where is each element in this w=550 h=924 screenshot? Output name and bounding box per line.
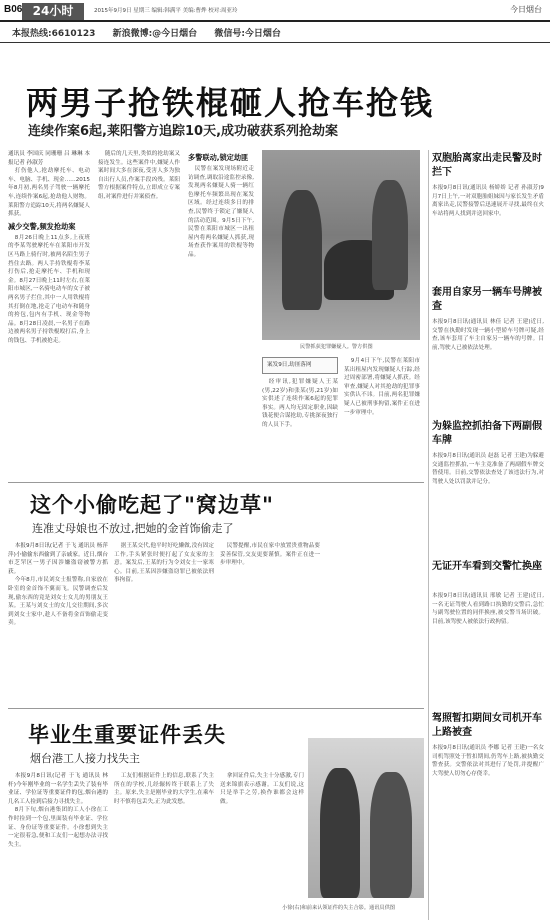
page-header-bar (0, 0, 550, 22)
story1-column-2 (98, 150, 180, 480)
sidebar-title-4: 无证开车看到交警忙换座 (432, 561, 542, 572)
story1-headline: 两男子抢铁棍砸人抢车抢钱 (26, 84, 435, 122)
wechat: 微信号:今日烟台 (214, 29, 281, 39)
figure-shape (372, 180, 408, 290)
story2-column-3 (220, 542, 320, 702)
story1-text-4: 经审讯,犯罪嫌疑人王某(男,22岁)和张某(男,21岁)如实供述了连续作案6起的犯罪事实。两人均无固定职业,因缺钱花便合谋抢劫,专挑深夜独行的人员下手。 (262, 379, 338, 428)
figure-shape (282, 190, 322, 310)
story3-byline: 本报9月8日讯(记者 于飞 通讯员 林杆)今年刚毕业的一名学生丢失了装有毕业证、学位证等重要证件的包,烟台港的几名工人捡到后接力寻找失主。 (8, 773, 108, 805)
newspaper-name: 今日烟台 (510, 5, 542, 14)
sidebar-text-2: 本报9月8日讯(通讯员 林佳 记者 王建)近日,交警在执勤时发现一辆小型轿车号牌可疑,经查,该车套用了车主自家另一辆车的号牌。目前,驾驶人已被依法处理。 (432, 319, 544, 351)
sidebar-text-3: 本报9月8日讯(通讯员 赵磊 记者 王建)为躲避交通监控抓拍,一车主竟准备了两副假车牌交替使用。日前,交警依法查处了该违法行为,对驾驶人处以罚款并记分。 (432, 453, 544, 485)
story3-column-2 (114, 772, 214, 920)
sidebar-text-1: 本报9月8日讯(通讯员 杨娇娇 记者 孙淑芳)9月7日上午,一对双胞胎姐妹因与家长发生矛盾离家出走,民警接警后迅速展开寻找,最终在火车站将两人找到并送回家中。 (432, 185, 544, 217)
sidebar-text-4: 本报9月8日讯(通讯员 邢敏 记者 王建)近日,一名无证驾驶人看到路口执勤的交警后,急忙与副驾驶位置的同伴换座,被交警当场识破。目前,该驾驶人被依法行政拘留。 (432, 593, 544, 625)
story1-column-3 (188, 150, 254, 480)
story1-column-4 (262, 378, 338, 478)
story3-column-3 (220, 772, 304, 920)
story2-byline: 本报9月8日讯(记者 于飞 通讯员 杨萍萍)小偷偷东西偷到了亲戚家。近日,烟台市芝罘区一男子因涉嫌盗窃被警方抓获。 (8, 543, 108, 575)
story3-text-3: 拿回证件后,失主十分感激,专门送来锦旗表示感谢。工友们说,这只是举手之劳,换作谁都会这样做。 (220, 773, 304, 805)
story2-column-1 (8, 542, 108, 702)
figure-shape (320, 768, 360, 898)
story1-text-2: 随后的几天里,类似的抢劫案又接连发生。这些案件中,嫌疑人作案时间大多在深夜,受害人多为独自出行人员,作案手段凶残。莱阳警方根据案件特点,立即成立专案组,对案件进行并案侦查。 (98, 151, 180, 200)
story2-text-3: 民警提醒,市民在家中放置贵重物品要妥善保管,交友更要谨慎。案件正在进一步审理中。 (220, 543, 320, 567)
story3-headline: 毕业生重要证件丢失 (28, 723, 226, 747)
story1-text-5: 9月4日下午,民警在莱阳市某出租屋内发现嫌疑人行踪,经过周密部署,将嫌疑人抓获。经审查,嫌疑人对其抢劫的犯罪事实供认不讳。目前,两名犯罪嫌疑人已被刑事拘留,案件正在进一步审理中。 (344, 358, 420, 416)
story3-subhead: 烟台港工人接力找失主 (30, 752, 140, 765)
sidebar-title-2: 套用自家另一辆车号牌被查 (432, 287, 542, 312)
story3-column-1 (8, 772, 108, 920)
story1-column-5 (344, 357, 420, 477)
divider (8, 482, 424, 483)
story1-text-3: 民警在案发现场附近走访调查,调取沿途监控录像,发现两名嫌疑人骑一辆红色摩托车频繁出现在案发区域。经过连续多日的排查,民警终于锁定了嫌疑人的活动范围。9月5日下午,民警在莱阳市城区一出租屋内将两名嫌疑人抓获,现场查获作案用的铁棍等物品。 (188, 166, 254, 258)
story1-photo (262, 150, 420, 340)
hotline: 本报热线:6610123 (12, 29, 96, 39)
story1-column-1 (8, 150, 90, 480)
story3-photo (308, 738, 424, 898)
story3-photo-caption: 小徐(右)和前来认领证件的失主合影。通讯员供图 (282, 905, 395, 911)
story1-lead: 打伤他人,抢劫摩托车、电动车、电脑、手机、现金……2015年8月初,两名男子驾驶一辆摩托车,连续作案6起,抢劫他人财物。莱阳警方追踪10天,将两名嫌疑人抓获。 (8, 168, 90, 218)
story3-text-2: 工友们根据证件上的信息,联系了失主所在的学校,几经辗转终于联系上了失主。原来,失主是刚毕业的大学生,在乘车时不慎将包丢失,正为此发愁。 (114, 773, 214, 805)
section-label: 24小时 (22, 3, 84, 20)
divider (8, 708, 424, 709)
figure-shape (370, 772, 412, 898)
story1-subhead: 连续作案6起,莱阳警方追踪10天,成功破获系列抢劫案 (28, 124, 339, 139)
story1-subtitle-b: 多警联动,锁定劫匪 (188, 153, 249, 162)
story1-photo-caption: 民警抓获犯罪嫌疑人。警方供图 (300, 344, 373, 350)
header-meta: 2015年9月9日 星期三 编辑:韩满平 美编:曹烨 校对:周亚玲 (94, 8, 238, 14)
story2-text-1: 今年8月,市民刘女士报警称,自家放在卧室的金首饰不翼而飞。民警调查后发现,偷东西的竟是刘女士女儿的男朋友王某。王某与刘女士的女儿交往期间,多次到刘女士家中,趁人不备将金首饰偷走变卖。 (8, 577, 108, 627)
sidebar-divider (428, 150, 429, 920)
contact-line (12, 26, 542, 40)
story2-headline: 这个小偷吃起了"窝边草" (30, 493, 274, 517)
weibo: 新浪微博:@今日烟台 (112, 29, 198, 39)
story2-subhead: 连准丈母娘也不放过,把她的金首饰偷走了 (32, 522, 234, 535)
story3-text-1: 8月下旬,烟台港集团的工人小徐在工作时捡到一个包,里面装有毕业证、学位证、身份证等重要证件。小徐想到失主一定很着急,便和工友们一起想办法寻找失主。 (8, 807, 108, 848)
story1-text-1: 8月26日晚上11点多,上夜班的李某驾驶摩托车在莱阳市开发区马路上骑行时,被两名陌生男子挡住去路。两人手持铁棍将李某打伤后,抢走摩托车、手机和现金。8月27日晚上11时左右,在莱阳市城区,一名骑电动车的女子被两名男子拦住,其中一人用铁棍将其打倒在地,抢走了电动车和随身的挎包,包内有手机、现金等物品。8月28日凌晨,一名男子在路边被两名男子持铁棍殴打后,身上的钱包、手机被抢走。 (8, 234, 90, 344)
sidebar-title-5: 驾照暂扣期间女司机开车上路被查 (432, 713, 542, 738)
story1-subtitle-a: 减少交警,频发抢劫案 (8, 221, 76, 231)
story1-byline: 通讯员 李国庆 同珊珊 吕 琳琳 本报记者 孙淑芳 (8, 151, 90, 166)
page-number: B06 (4, 4, 23, 15)
story1-quote-box: 案发9日,劫匪落网 (262, 357, 338, 374)
sidebar-title-3: 为躲监控抓拍备下两副假车牌 (432, 421, 542, 446)
divider (0, 42, 550, 43)
sidebar-title-1: 双胞胎离家出走民警及时拦下 (432, 153, 542, 178)
story2-column-2 (114, 542, 214, 702)
story2-text-2: 据王某交代,他平时好吃懒做,没有固定工作,手头紧张时便打起了女友家的主意。案发后,王某的行为令刘女士一家寒心。目前,王某因涉嫌盗窃罪已被依法刑事拘留。 (114, 543, 214, 584)
sidebar-text-5: 本报9月8日讯(通讯员 李娜 记者 王建)一名女司机驾照处于暂扣期间,仍驾车上路,被执勤交警查获。交警依法对其进行了处罚,并提醒广大驾驶人切勿心存侥幸。 (432, 745, 544, 777)
